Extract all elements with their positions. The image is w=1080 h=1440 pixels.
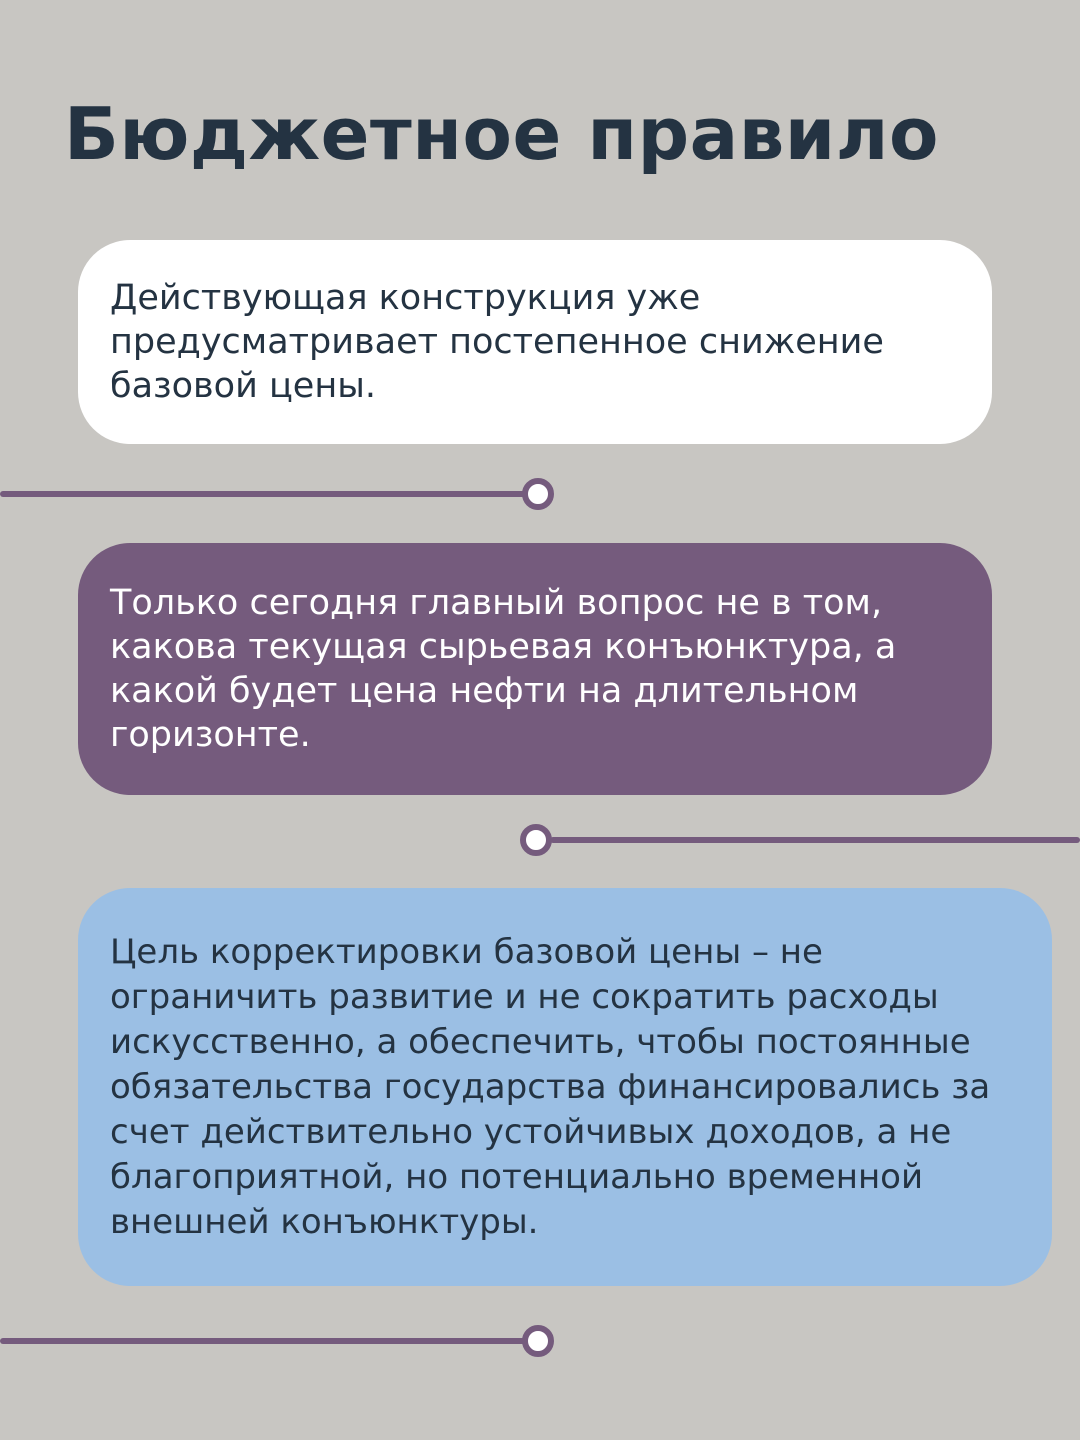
info-card-correction-goal: [78, 888, 1052, 1286]
connector-dot: [520, 824, 552, 856]
connector-line: [0, 1338, 530, 1344]
info-card-text: Цель корректировки базовой цены – не ограничить развитие и не сократить расходы искусственно, а обеспечить, чтобы постоянные обязательства государства финансировались за счет действительно устойчивых доходов, а не благоприятной, но потенциально временной внешней конъюнктуры.: [110, 931, 991, 1242]
info-card-text: Только сегодня главный вопрос не в том, какова текущая сырьевая конъюнктура, а какой будет цена нефти на длительном горизонте.: [110, 583, 897, 755]
connector-line: [550, 837, 1080, 843]
timeline-connector-1: [0, 491, 560, 497]
info-card-base-price: [78, 240, 992, 444]
connector-line: [0, 491, 530, 497]
connector-dot: [522, 1325, 554, 1357]
page-title: Бюджетное правило: [64, 92, 939, 176]
timeline-connector-2: [520, 837, 1080, 843]
connector-dot: [522, 478, 554, 510]
info-card-main-question: [78, 543, 992, 795]
info-card-text: Действующая конструкция уже предусматривает постепенное снижение базовой цены.: [110, 278, 884, 406]
timeline-connector-3: [0, 1338, 560, 1344]
